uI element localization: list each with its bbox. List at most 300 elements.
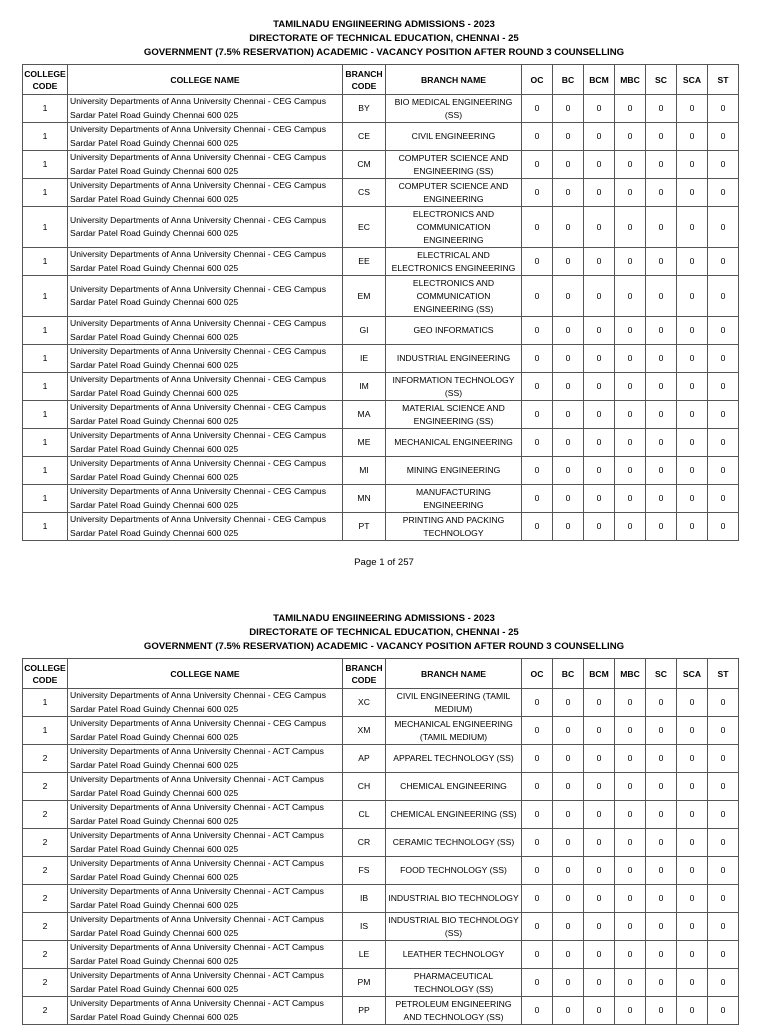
table-row bbox=[23, 248, 739, 276]
sca-vacancy-cell: 0 bbox=[677, 207, 708, 248]
college-name-cell: University Departments of Anna University Chennai - CEG Campus Sardar Patel Road Guindy Chennai 600 025 bbox=[68, 345, 343, 373]
bcm-vacancy-cell: 0 bbox=[584, 857, 615, 885]
header-line-3: GOVERNMENT (7.5% RESERVATION) ACADEMIC - VACANCY POSITION AFTER ROUND 3 COUNSELLING bbox=[143, 47, 625, 58]
st-vacancy-cell: 0 bbox=[708, 773, 739, 801]
table-header bbox=[23, 65, 739, 95]
college-code-cell: 1 bbox=[23, 317, 68, 345]
branch-code-cell: AP bbox=[343, 745, 386, 773]
bc-vacancy-cell: 0 bbox=[553, 885, 584, 913]
branch-code-cell: IS bbox=[343, 913, 386, 941]
col-sc: SC bbox=[646, 659, 677, 689]
bc-vacancy-cell: 0 bbox=[553, 773, 584, 801]
college-code-cell: 1 bbox=[23, 95, 68, 123]
st-vacancy-cell: 0 bbox=[708, 885, 739, 913]
st-vacancy-cell: 0 bbox=[708, 345, 739, 373]
mbc-vacancy-cell: 0 bbox=[615, 248, 646, 276]
col-mbc: MBC bbox=[615, 65, 646, 95]
table-row bbox=[23, 179, 739, 207]
branch-name-cell: MATERIAL SCIENCE AND ENGINEERING (SS) bbox=[386, 401, 522, 429]
header-line-2: DIRECTORATE OF TECHNICAL EDUCATION, CHENNAI - 25 bbox=[249, 33, 519, 44]
bcm-vacancy-cell: 0 bbox=[584, 457, 615, 485]
college-name-cell: University Departments of Anna University Chennai - ACT Campus Sardar Patel Road Guindy Chennai 600 025 bbox=[68, 997, 343, 1025]
sc-vacancy-cell: 0 bbox=[646, 276, 677, 317]
table-row bbox=[23, 997, 739, 1025]
bc-vacancy-cell: 0 bbox=[553, 276, 584, 317]
sca-vacancy-cell: 0 bbox=[677, 248, 708, 276]
bc-vacancy-cell: 0 bbox=[553, 95, 584, 123]
table-row bbox=[23, 913, 739, 941]
branch-code-cell: PP bbox=[343, 997, 386, 1025]
branch-code-cell: CH bbox=[343, 773, 386, 801]
oc-vacancy-cell: 0 bbox=[522, 857, 553, 885]
college-name-cell: University Departments of Anna University Chennai - ACT Campus Sardar Patel Road Guindy Chennai 600 025 bbox=[68, 913, 343, 941]
branch-code-cell: IM bbox=[343, 373, 386, 401]
sc-vacancy-cell: 0 bbox=[646, 179, 677, 207]
oc-vacancy-cell: 0 bbox=[522, 829, 553, 857]
mbc-vacancy-cell: 0 bbox=[615, 429, 646, 457]
oc-vacancy-cell: 0 bbox=[522, 457, 553, 485]
st-vacancy-cell: 0 bbox=[708, 95, 739, 123]
bc-vacancy-cell: 0 bbox=[553, 248, 584, 276]
table-row bbox=[23, 345, 739, 373]
oc-vacancy-cell: 0 bbox=[522, 248, 553, 276]
sca-vacancy-cell: 0 bbox=[677, 997, 708, 1025]
branch-name-cell: COMPUTER SCIENCE AND ENGINEERING bbox=[386, 179, 522, 207]
bcm-vacancy-cell: 0 bbox=[584, 689, 615, 717]
oc-vacancy-cell: 0 bbox=[522, 373, 553, 401]
college-code-cell: 1 bbox=[23, 276, 68, 317]
mbc-vacancy-cell: 0 bbox=[615, 317, 646, 345]
oc-vacancy-cell: 0 bbox=[522, 717, 553, 745]
sca-vacancy-cell: 0 bbox=[677, 913, 708, 941]
sc-vacancy-cell: 0 bbox=[646, 401, 677, 429]
branch-code-cell: XM bbox=[343, 717, 386, 745]
st-vacancy-cell: 0 bbox=[708, 745, 739, 773]
branch-name-cell: PETROLEUM ENGINEERING AND TECHNOLOGY (SS) bbox=[386, 997, 522, 1025]
mbc-vacancy-cell: 0 bbox=[615, 345, 646, 373]
header-line-2: DIRECTORATE OF TECHNICAL EDUCATION, CHENNAI - 25 bbox=[249, 627, 519, 638]
mbc-vacancy-cell: 0 bbox=[615, 745, 646, 773]
document-page-1 bbox=[0, 18, 768, 568]
oc-vacancy-cell: 0 bbox=[522, 773, 553, 801]
branch-name-cell: ELECTRONICS AND COMMUNICATION ENGINEERING (SS) bbox=[386, 276, 522, 317]
mbc-vacancy-cell: 0 bbox=[615, 276, 646, 317]
sc-vacancy-cell: 0 bbox=[646, 345, 677, 373]
college-code-cell: 2 bbox=[23, 913, 68, 941]
bcm-vacancy-cell: 0 bbox=[584, 485, 615, 513]
sc-vacancy-cell: 0 bbox=[646, 857, 677, 885]
mbc-vacancy-cell: 0 bbox=[615, 373, 646, 401]
college-code-cell: 1 bbox=[23, 717, 68, 745]
bcm-vacancy-cell: 0 bbox=[584, 801, 615, 829]
sc-vacancy-cell: 0 bbox=[646, 829, 677, 857]
college-code-cell: 1 bbox=[23, 179, 68, 207]
bc-vacancy-cell: 0 bbox=[553, 801, 584, 829]
college-code-cell: 1 bbox=[23, 207, 68, 248]
sc-vacancy-cell: 0 bbox=[646, 429, 677, 457]
sca-vacancy-cell: 0 bbox=[677, 317, 708, 345]
bcm-vacancy-cell: 0 bbox=[584, 717, 615, 745]
branch-name-cell: GEO INFORMATICS bbox=[386, 317, 522, 345]
table-row bbox=[23, 717, 739, 745]
mbc-vacancy-cell: 0 bbox=[615, 969, 646, 997]
col-bc: BC bbox=[553, 65, 584, 95]
st-vacancy-cell: 0 bbox=[708, 913, 739, 941]
college-code-cell: 1 bbox=[23, 485, 68, 513]
bc-vacancy-cell: 0 bbox=[553, 941, 584, 969]
branch-name-cell: MECHANICAL ENGINEERING bbox=[386, 429, 522, 457]
mbc-vacancy-cell: 0 bbox=[615, 179, 646, 207]
college-name-cell: University Departments of Anna University Chennai - CEG Campus Sardar Patel Road Guindy Chennai 600 025 bbox=[68, 123, 343, 151]
sc-vacancy-cell: 0 bbox=[646, 485, 677, 513]
document-page-2 bbox=[0, 612, 768, 1022]
branch-code-cell: GI bbox=[343, 317, 386, 345]
col-mbc: MBC bbox=[615, 659, 646, 689]
header-line-3: GOVERNMENT (7.5% RESERVATION) ACADEMIC - VACANCY POSITION AFTER ROUND 3 COUNSELLING bbox=[143, 641, 625, 652]
mbc-vacancy-cell: 0 bbox=[615, 773, 646, 801]
sc-vacancy-cell: 0 bbox=[646, 373, 677, 401]
table-row bbox=[23, 829, 739, 857]
st-vacancy-cell: 0 bbox=[708, 485, 739, 513]
st-vacancy-cell: 0 bbox=[708, 829, 739, 857]
college-code-cell: 2 bbox=[23, 745, 68, 773]
branch-name-cell: MECHANICAL ENGINEERING (TAMIL MEDIUM) bbox=[386, 717, 522, 745]
mbc-vacancy-cell: 0 bbox=[615, 997, 646, 1025]
table-row bbox=[23, 969, 739, 997]
sc-vacancy-cell: 0 bbox=[646, 689, 677, 717]
college-code-cell: 1 bbox=[23, 401, 68, 429]
st-vacancy-cell: 0 bbox=[708, 276, 739, 317]
sc-vacancy-cell: 0 bbox=[646, 248, 677, 276]
oc-vacancy-cell: 0 bbox=[522, 689, 553, 717]
sca-vacancy-cell: 0 bbox=[677, 717, 708, 745]
sca-vacancy-cell: 0 bbox=[677, 969, 708, 997]
sca-vacancy-cell: 0 bbox=[677, 457, 708, 485]
vacancy-table-page-1 bbox=[22, 64, 739, 541]
sc-vacancy-cell: 0 bbox=[646, 745, 677, 773]
branch-code-cell: CE bbox=[343, 123, 386, 151]
branch-name-cell: CERAMIC TECHNOLOGY (SS) bbox=[386, 829, 522, 857]
bc-vacancy-cell: 0 bbox=[553, 345, 584, 373]
st-vacancy-cell: 0 bbox=[708, 248, 739, 276]
page-number: Page 1 of 257 bbox=[354, 557, 414, 568]
col-sca: SCA bbox=[677, 659, 708, 689]
mbc-vacancy-cell: 0 bbox=[615, 513, 646, 541]
oc-vacancy-cell: 0 bbox=[522, 745, 553, 773]
bc-vacancy-cell: 0 bbox=[553, 429, 584, 457]
bc-vacancy-cell: 0 bbox=[553, 207, 584, 248]
bcm-vacancy-cell: 0 bbox=[584, 885, 615, 913]
oc-vacancy-cell: 0 bbox=[522, 429, 553, 457]
oc-vacancy-cell: 0 bbox=[522, 401, 553, 429]
sc-vacancy-cell: 0 bbox=[646, 317, 677, 345]
bc-vacancy-cell: 0 bbox=[553, 913, 584, 941]
bcm-vacancy-cell: 0 bbox=[584, 179, 615, 207]
branch-code-cell: ME bbox=[343, 429, 386, 457]
bc-vacancy-cell: 0 bbox=[553, 123, 584, 151]
col-college-code: COLLEGE CODE bbox=[23, 65, 68, 95]
table-body bbox=[23, 689, 739, 1025]
branch-name-cell: CIVIL ENGINEERING bbox=[386, 123, 522, 151]
bcm-vacancy-cell: 0 bbox=[584, 969, 615, 997]
branch-code-cell: MA bbox=[343, 401, 386, 429]
branch-code-cell: FS bbox=[343, 857, 386, 885]
oc-vacancy-cell: 0 bbox=[522, 123, 553, 151]
st-vacancy-cell: 0 bbox=[708, 151, 739, 179]
college-name-cell: University Departments of Anna University Chennai - CEG Campus Sardar Patel Road Guindy Chennai 600 025 bbox=[68, 276, 343, 317]
college-code-cell: 1 bbox=[23, 123, 68, 151]
college-name-cell: University Departments of Anna University Chennai - CEG Campus Sardar Patel Road Guindy Chennai 600 025 bbox=[68, 317, 343, 345]
mbc-vacancy-cell: 0 bbox=[615, 457, 646, 485]
mbc-vacancy-cell: 0 bbox=[615, 207, 646, 248]
table-row bbox=[23, 429, 739, 457]
table-row bbox=[23, 857, 739, 885]
st-vacancy-cell: 0 bbox=[708, 969, 739, 997]
sc-vacancy-cell: 0 bbox=[646, 773, 677, 801]
mbc-vacancy-cell: 0 bbox=[615, 801, 646, 829]
oc-vacancy-cell: 0 bbox=[522, 151, 553, 179]
sc-vacancy-cell: 0 bbox=[646, 801, 677, 829]
branch-code-cell: XC bbox=[343, 689, 386, 717]
bcm-vacancy-cell: 0 bbox=[584, 941, 615, 969]
col-st: ST bbox=[708, 65, 739, 95]
sca-vacancy-cell: 0 bbox=[677, 857, 708, 885]
bc-vacancy-cell: 0 bbox=[553, 373, 584, 401]
mbc-vacancy-cell: 0 bbox=[615, 717, 646, 745]
college-code-cell: 2 bbox=[23, 829, 68, 857]
college-code-cell: 1 bbox=[23, 457, 68, 485]
sc-vacancy-cell: 0 bbox=[646, 457, 677, 485]
table-row bbox=[23, 373, 739, 401]
college-name-cell: University Departments of Anna University Chennai - CEG Campus Sardar Patel Road Guindy Chennai 600 025 bbox=[68, 513, 343, 541]
sc-vacancy-cell: 0 bbox=[646, 913, 677, 941]
st-vacancy-cell: 0 bbox=[708, 689, 739, 717]
col-college-name: COLLEGE NAME bbox=[68, 659, 343, 689]
college-code-cell: 2 bbox=[23, 857, 68, 885]
branch-name-cell: PRINTING AND PACKING TECHNOLOGY bbox=[386, 513, 522, 541]
col-oc: OC bbox=[522, 659, 553, 689]
sc-vacancy-cell: 0 bbox=[646, 969, 677, 997]
college-code-cell: 1 bbox=[23, 429, 68, 457]
branch-name-cell: MINING ENGINEERING bbox=[386, 457, 522, 485]
college-code-cell: 2 bbox=[23, 801, 68, 829]
branch-name-cell: FOOD TECHNOLOGY (SS) bbox=[386, 857, 522, 885]
table-row bbox=[23, 95, 739, 123]
col-bcm: BCM bbox=[584, 65, 615, 95]
branch-code-cell: EE bbox=[343, 248, 386, 276]
college-code-cell: 1 bbox=[23, 248, 68, 276]
mbc-vacancy-cell: 0 bbox=[615, 829, 646, 857]
branch-name-cell: INDUSTRIAL ENGINEERING bbox=[386, 345, 522, 373]
mbc-vacancy-cell: 0 bbox=[615, 941, 646, 969]
sca-vacancy-cell: 0 bbox=[677, 513, 708, 541]
sca-vacancy-cell: 0 bbox=[677, 689, 708, 717]
mbc-vacancy-cell: 0 bbox=[615, 151, 646, 179]
bcm-vacancy-cell: 0 bbox=[584, 373, 615, 401]
table-row bbox=[23, 207, 739, 248]
table-row bbox=[23, 773, 739, 801]
college-name-cell: University Departments of Anna University Chennai - ACT Campus Sardar Patel Road Guindy Chennai 600 025 bbox=[68, 801, 343, 829]
sc-vacancy-cell: 0 bbox=[646, 95, 677, 123]
sc-vacancy-cell: 0 bbox=[646, 885, 677, 913]
bcm-vacancy-cell: 0 bbox=[584, 276, 615, 317]
college-code-cell: 1 bbox=[23, 345, 68, 373]
bcm-vacancy-cell: 0 bbox=[584, 997, 615, 1025]
oc-vacancy-cell: 0 bbox=[522, 485, 553, 513]
oc-vacancy-cell: 0 bbox=[522, 885, 553, 913]
college-name-cell: University Departments of Anna University Chennai - ACT Campus Sardar Patel Road Guindy Chennai 600 025 bbox=[68, 773, 343, 801]
branch-name-cell: CHEMICAL ENGINEERING (SS) bbox=[386, 801, 522, 829]
sca-vacancy-cell: 0 bbox=[677, 179, 708, 207]
bcm-vacancy-cell: 0 bbox=[584, 123, 615, 151]
bcm-vacancy-cell: 0 bbox=[584, 913, 615, 941]
bc-vacancy-cell: 0 bbox=[553, 857, 584, 885]
table-row bbox=[23, 885, 739, 913]
bcm-vacancy-cell: 0 bbox=[584, 151, 615, 179]
college-name-cell: University Departments of Anna University Chennai - CEG Campus Sardar Patel Road Guindy Chennai 600 025 bbox=[68, 179, 343, 207]
branch-code-cell: CL bbox=[343, 801, 386, 829]
oc-vacancy-cell: 0 bbox=[522, 207, 553, 248]
oc-vacancy-cell: 0 bbox=[522, 317, 553, 345]
branch-name-cell: MANUFACTURING ENGINEERING bbox=[386, 485, 522, 513]
table-row bbox=[23, 689, 739, 717]
branch-code-cell: MN bbox=[343, 485, 386, 513]
st-vacancy-cell: 0 bbox=[708, 123, 739, 151]
sca-vacancy-cell: 0 bbox=[677, 773, 708, 801]
st-vacancy-cell: 0 bbox=[708, 717, 739, 745]
bcm-vacancy-cell: 0 bbox=[584, 401, 615, 429]
branch-name-cell: CHEMICAL ENGINEERING bbox=[386, 773, 522, 801]
branch-code-cell: PM bbox=[343, 969, 386, 997]
table-row bbox=[23, 317, 739, 345]
col-bcm: BCM bbox=[584, 659, 615, 689]
table-body bbox=[23, 95, 739, 541]
college-name-cell: University Departments of Anna University Chennai - ACT Campus Sardar Patel Road Guindy Chennai 600 025 bbox=[68, 969, 343, 997]
sca-vacancy-cell: 0 bbox=[677, 276, 708, 317]
branch-name-cell: INDUSTRIAL BIO TECHNOLOGY bbox=[386, 885, 522, 913]
branch-code-cell: CS bbox=[343, 179, 386, 207]
mbc-vacancy-cell: 0 bbox=[615, 401, 646, 429]
college-code-cell: 2 bbox=[23, 941, 68, 969]
college-name-cell: University Departments of Anna University Chennai - ACT Campus Sardar Patel Road Guindy Chennai 600 025 bbox=[68, 941, 343, 969]
branch-name-cell: BIO MEDICAL ENGINEERING (SS) bbox=[386, 95, 522, 123]
bcm-vacancy-cell: 0 bbox=[584, 95, 615, 123]
header-line-1: TAMILNADU ENGIINEERING ADMISSIONS - 2023 bbox=[273, 613, 495, 624]
branch-code-cell: CR bbox=[343, 829, 386, 857]
table-row bbox=[23, 941, 739, 969]
branch-code-cell: LE bbox=[343, 941, 386, 969]
col-college-name: COLLEGE NAME bbox=[68, 65, 343, 95]
table-row bbox=[23, 276, 739, 317]
bcm-vacancy-cell: 0 bbox=[584, 513, 615, 541]
st-vacancy-cell: 0 bbox=[708, 401, 739, 429]
branch-code-cell: PT bbox=[343, 513, 386, 541]
sc-vacancy-cell: 0 bbox=[646, 941, 677, 969]
col-sca: SCA bbox=[677, 65, 708, 95]
oc-vacancy-cell: 0 bbox=[522, 513, 553, 541]
st-vacancy-cell: 0 bbox=[708, 429, 739, 457]
college-name-cell: University Departments of Anna University Chennai - CEG Campus Sardar Patel Road Guindy Chennai 600 025 bbox=[68, 717, 343, 745]
bcm-vacancy-cell: 0 bbox=[584, 207, 615, 248]
college-code-cell: 2 bbox=[23, 969, 68, 997]
branch-name-cell: APPAREL TECHNOLOGY (SS) bbox=[386, 745, 522, 773]
branch-name-cell: PHARMACEUTICAL TECHNOLOGY (SS) bbox=[386, 969, 522, 997]
col-college-code: COLLEGE CODE bbox=[23, 659, 68, 689]
branch-code-cell: MI bbox=[343, 457, 386, 485]
table-row bbox=[23, 123, 739, 151]
sca-vacancy-cell: 0 bbox=[677, 801, 708, 829]
oc-vacancy-cell: 0 bbox=[522, 801, 553, 829]
branch-name-cell: LEATHER TECHNOLOGY bbox=[386, 941, 522, 969]
mbc-vacancy-cell: 0 bbox=[615, 123, 646, 151]
st-vacancy-cell: 0 bbox=[708, 513, 739, 541]
col-sc: SC bbox=[646, 65, 677, 95]
college-name-cell: University Departments of Anna University Chennai - CEG Campus Sardar Patel Road Guindy Chennai 600 025 bbox=[68, 401, 343, 429]
bc-vacancy-cell: 0 bbox=[553, 179, 584, 207]
bcm-vacancy-cell: 0 bbox=[584, 248, 615, 276]
branch-code-cell: BY bbox=[343, 95, 386, 123]
mbc-vacancy-cell: 0 bbox=[615, 885, 646, 913]
bc-vacancy-cell: 0 bbox=[553, 689, 584, 717]
sc-vacancy-cell: 0 bbox=[646, 123, 677, 151]
college-name-cell: University Departments of Anna University Chennai - CEG Campus Sardar Patel Road Guindy Chennai 600 025 bbox=[68, 248, 343, 276]
sc-vacancy-cell: 0 bbox=[646, 997, 677, 1025]
table-header bbox=[23, 659, 739, 689]
college-name-cell: University Departments of Anna University Chennai - CEG Campus Sardar Patel Road Guindy Chennai 600 025 bbox=[68, 151, 343, 179]
bc-vacancy-cell: 0 bbox=[553, 745, 584, 773]
college-name-cell: University Departments of Anna University Chennai - CEG Campus Sardar Patel Road Guindy Chennai 600 025 bbox=[68, 95, 343, 123]
college-code-cell: 2 bbox=[23, 885, 68, 913]
college-name-cell: University Departments of Anna University Chennai - CEG Campus Sardar Patel Road Guindy Chennai 600 025 bbox=[68, 457, 343, 485]
bc-vacancy-cell: 0 bbox=[553, 829, 584, 857]
branch-code-cell: IB bbox=[343, 885, 386, 913]
bc-vacancy-cell: 0 bbox=[553, 997, 584, 1025]
college-name-cell: University Departments of Anna University Chennai - ACT Campus Sardar Patel Road Guindy Chennai 600 025 bbox=[68, 829, 343, 857]
st-vacancy-cell: 0 bbox=[708, 207, 739, 248]
st-vacancy-cell: 0 bbox=[708, 457, 739, 485]
college-code-cell: 1 bbox=[23, 513, 68, 541]
col-bc: BC bbox=[553, 659, 584, 689]
table-row bbox=[23, 513, 739, 541]
bcm-vacancy-cell: 0 bbox=[584, 829, 615, 857]
branch-name-cell: INDUSTRIAL BIO TECHNOLOGY (SS) bbox=[386, 913, 522, 941]
oc-vacancy-cell: 0 bbox=[522, 969, 553, 997]
bc-vacancy-cell: 0 bbox=[553, 513, 584, 541]
college-name-cell: University Departments of Anna University Chennai - ACT Campus Sardar Patel Road Guindy Chennai 600 025 bbox=[68, 745, 343, 773]
college-name-cell: University Departments of Anna University Chennai - CEG Campus Sardar Patel Road Guindy Chennai 600 025 bbox=[68, 207, 343, 248]
bc-vacancy-cell: 0 bbox=[553, 717, 584, 745]
branch-code-cell: EC bbox=[343, 207, 386, 248]
col-branch-code: BRANCH CODE bbox=[343, 65, 386, 95]
sca-vacancy-cell: 0 bbox=[677, 345, 708, 373]
st-vacancy-cell: 0 bbox=[708, 179, 739, 207]
mbc-vacancy-cell: 0 bbox=[615, 95, 646, 123]
sca-vacancy-cell: 0 bbox=[677, 829, 708, 857]
branch-name-cell: ELECTRICAL AND ELECTRONICS ENGINEERING bbox=[386, 248, 522, 276]
table-row bbox=[23, 801, 739, 829]
oc-vacancy-cell: 0 bbox=[522, 179, 553, 207]
sca-vacancy-cell: 0 bbox=[677, 429, 708, 457]
branch-name-cell: ELECTRONICS AND COMMUNICATION ENGINEERING bbox=[386, 207, 522, 248]
college-code-cell: 1 bbox=[23, 689, 68, 717]
sca-vacancy-cell: 0 bbox=[677, 401, 708, 429]
college-code-cell: 1 bbox=[23, 151, 68, 179]
branch-code-cell: CM bbox=[343, 151, 386, 179]
bc-vacancy-cell: 0 bbox=[553, 969, 584, 997]
bc-vacancy-cell: 0 bbox=[553, 457, 584, 485]
col-branch-name: BRANCH NAME bbox=[386, 659, 522, 689]
table-row bbox=[23, 457, 739, 485]
